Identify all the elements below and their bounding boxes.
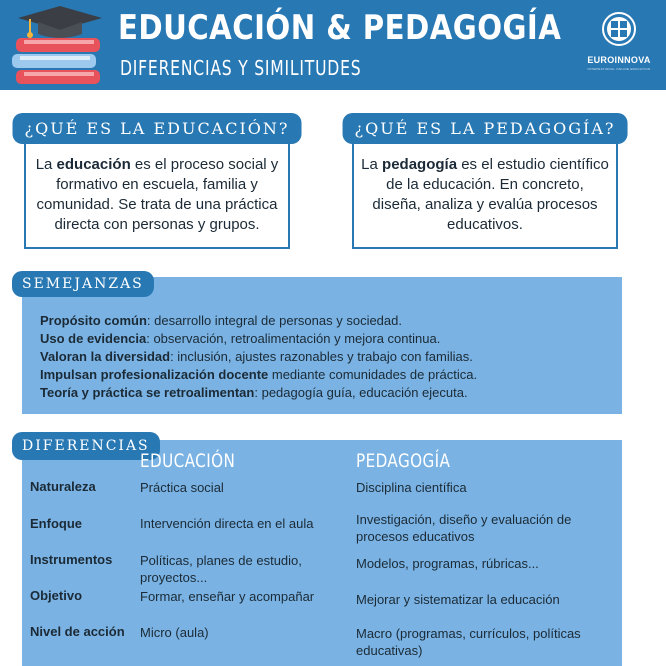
- list-item-bold: Propósito común: [40, 313, 147, 328]
- list-item-bold: Valoran la diversidad: [40, 349, 171, 364]
- brand-tagline: INTERNATIONAL ONLINE EDUCATION: [587, 67, 651, 71]
- list-item: [40, 312, 600, 330]
- education-text-bold: educación: [56, 156, 131, 173]
- row-label: Enfoque: [30, 516, 82, 531]
- list-item-bold: Uso de evidencia: [40, 331, 147, 346]
- education-definition-box: [24, 119, 290, 249]
- column-header-pedagogy: PEDAGOGÍA: [356, 450, 451, 472]
- list-item: [40, 330, 600, 348]
- brand-logo: [584, 12, 654, 71]
- list-item: [40, 366, 600, 384]
- row-label: Nivel de acción: [30, 624, 125, 639]
- brand-seal-icon: [602, 12, 636, 46]
- list-item: [40, 384, 600, 402]
- pedagogy-definition-text: [360, 155, 610, 235]
- education-question-label: ¿QUÉ ES LA EDUCACIÓN?: [13, 113, 302, 144]
- graduation-books-icon: [10, 4, 110, 90]
- row-education-value: Políticas, planes de estudio, proyectos...: [140, 553, 302, 585]
- row-education-value: Micro (aula): [140, 625, 209, 640]
- list-item-text: : pedagogía guía, educación ejecuta.: [254, 385, 468, 400]
- pedagogy-definition-box: [352, 119, 618, 249]
- row-pedagogy-value: Disciplina científica: [356, 480, 467, 495]
- similarities-label: SEMEJANZAS: [12, 271, 154, 297]
- brand-name: EUROINNOVA: [587, 55, 651, 65]
- page-subtitle: DIFERENCIAS Y SIMILITUDES: [120, 56, 362, 80]
- pedagogy-question-label: ¿QUÉ ES LA PEDAGOGÍA?: [343, 113, 628, 144]
- row-pedagogy-value: Investigación, diseño y evaluación de procesos educativos: [356, 512, 572, 544]
- row-label: Objetivo: [30, 588, 83, 603]
- list-item-text: : desarrollo integral de personas y sociedad.: [146, 313, 402, 328]
- education-text-pre: La: [35, 156, 57, 173]
- row-pedagogy-value: Modelos, programas, rúbricas...: [356, 556, 539, 571]
- pedagogy-text-bold: pedagogía: [382, 156, 458, 173]
- list-item-text: : inclusión, ajustes razonables y trabajo con familias.: [170, 349, 473, 364]
- row-education-value: Práctica social: [140, 480, 224, 495]
- page-title: EDUCACIÓN & PEDAGOGÍA: [118, 8, 562, 48]
- list-item: [40, 348, 600, 366]
- education-definition-text: [32, 155, 282, 235]
- differences-label: DIFERENCIAS: [12, 432, 160, 460]
- row-label: Naturaleza: [30, 479, 96, 494]
- row-label: Instrumentos: [30, 552, 113, 567]
- row-pedagogy-value: Macro (programas, currículos, políticas educativas): [356, 626, 581, 658]
- column-header-education: EDUCACIÓN: [140, 450, 236, 472]
- pedagogy-text-pre: La: [361, 156, 383, 173]
- row-education-value: Intervención directa en el aula: [140, 516, 314, 531]
- list-item-bold: Teoría y práctica se retroalimentan: [40, 385, 255, 400]
- row-education-value: Formar, enseñar y acompañar: [140, 589, 315, 604]
- list-item-bold: Impulsan profesionalización docente: [40, 367, 269, 382]
- list-item-text: : observación, retroalimentación y mejora continua.: [146, 331, 441, 346]
- list-item-text: mediante comunidades de práctica.: [268, 367, 478, 382]
- pedagogy-text-post: es el estudio científico de la educación. En concreto, diseña, analiza y evalúa procesos educativos.: [372, 156, 609, 233]
- header-banner: [0, 0, 666, 90]
- row-pedagogy-value: Mejorar y sistematizar la educación: [356, 592, 560, 607]
- education-text-post: es el proceso social y formativo en escuela, familia y comunidad. Se trata de una práctica directa con personas y grupos.: [36, 156, 279, 233]
- similarities-list: [40, 312, 600, 402]
